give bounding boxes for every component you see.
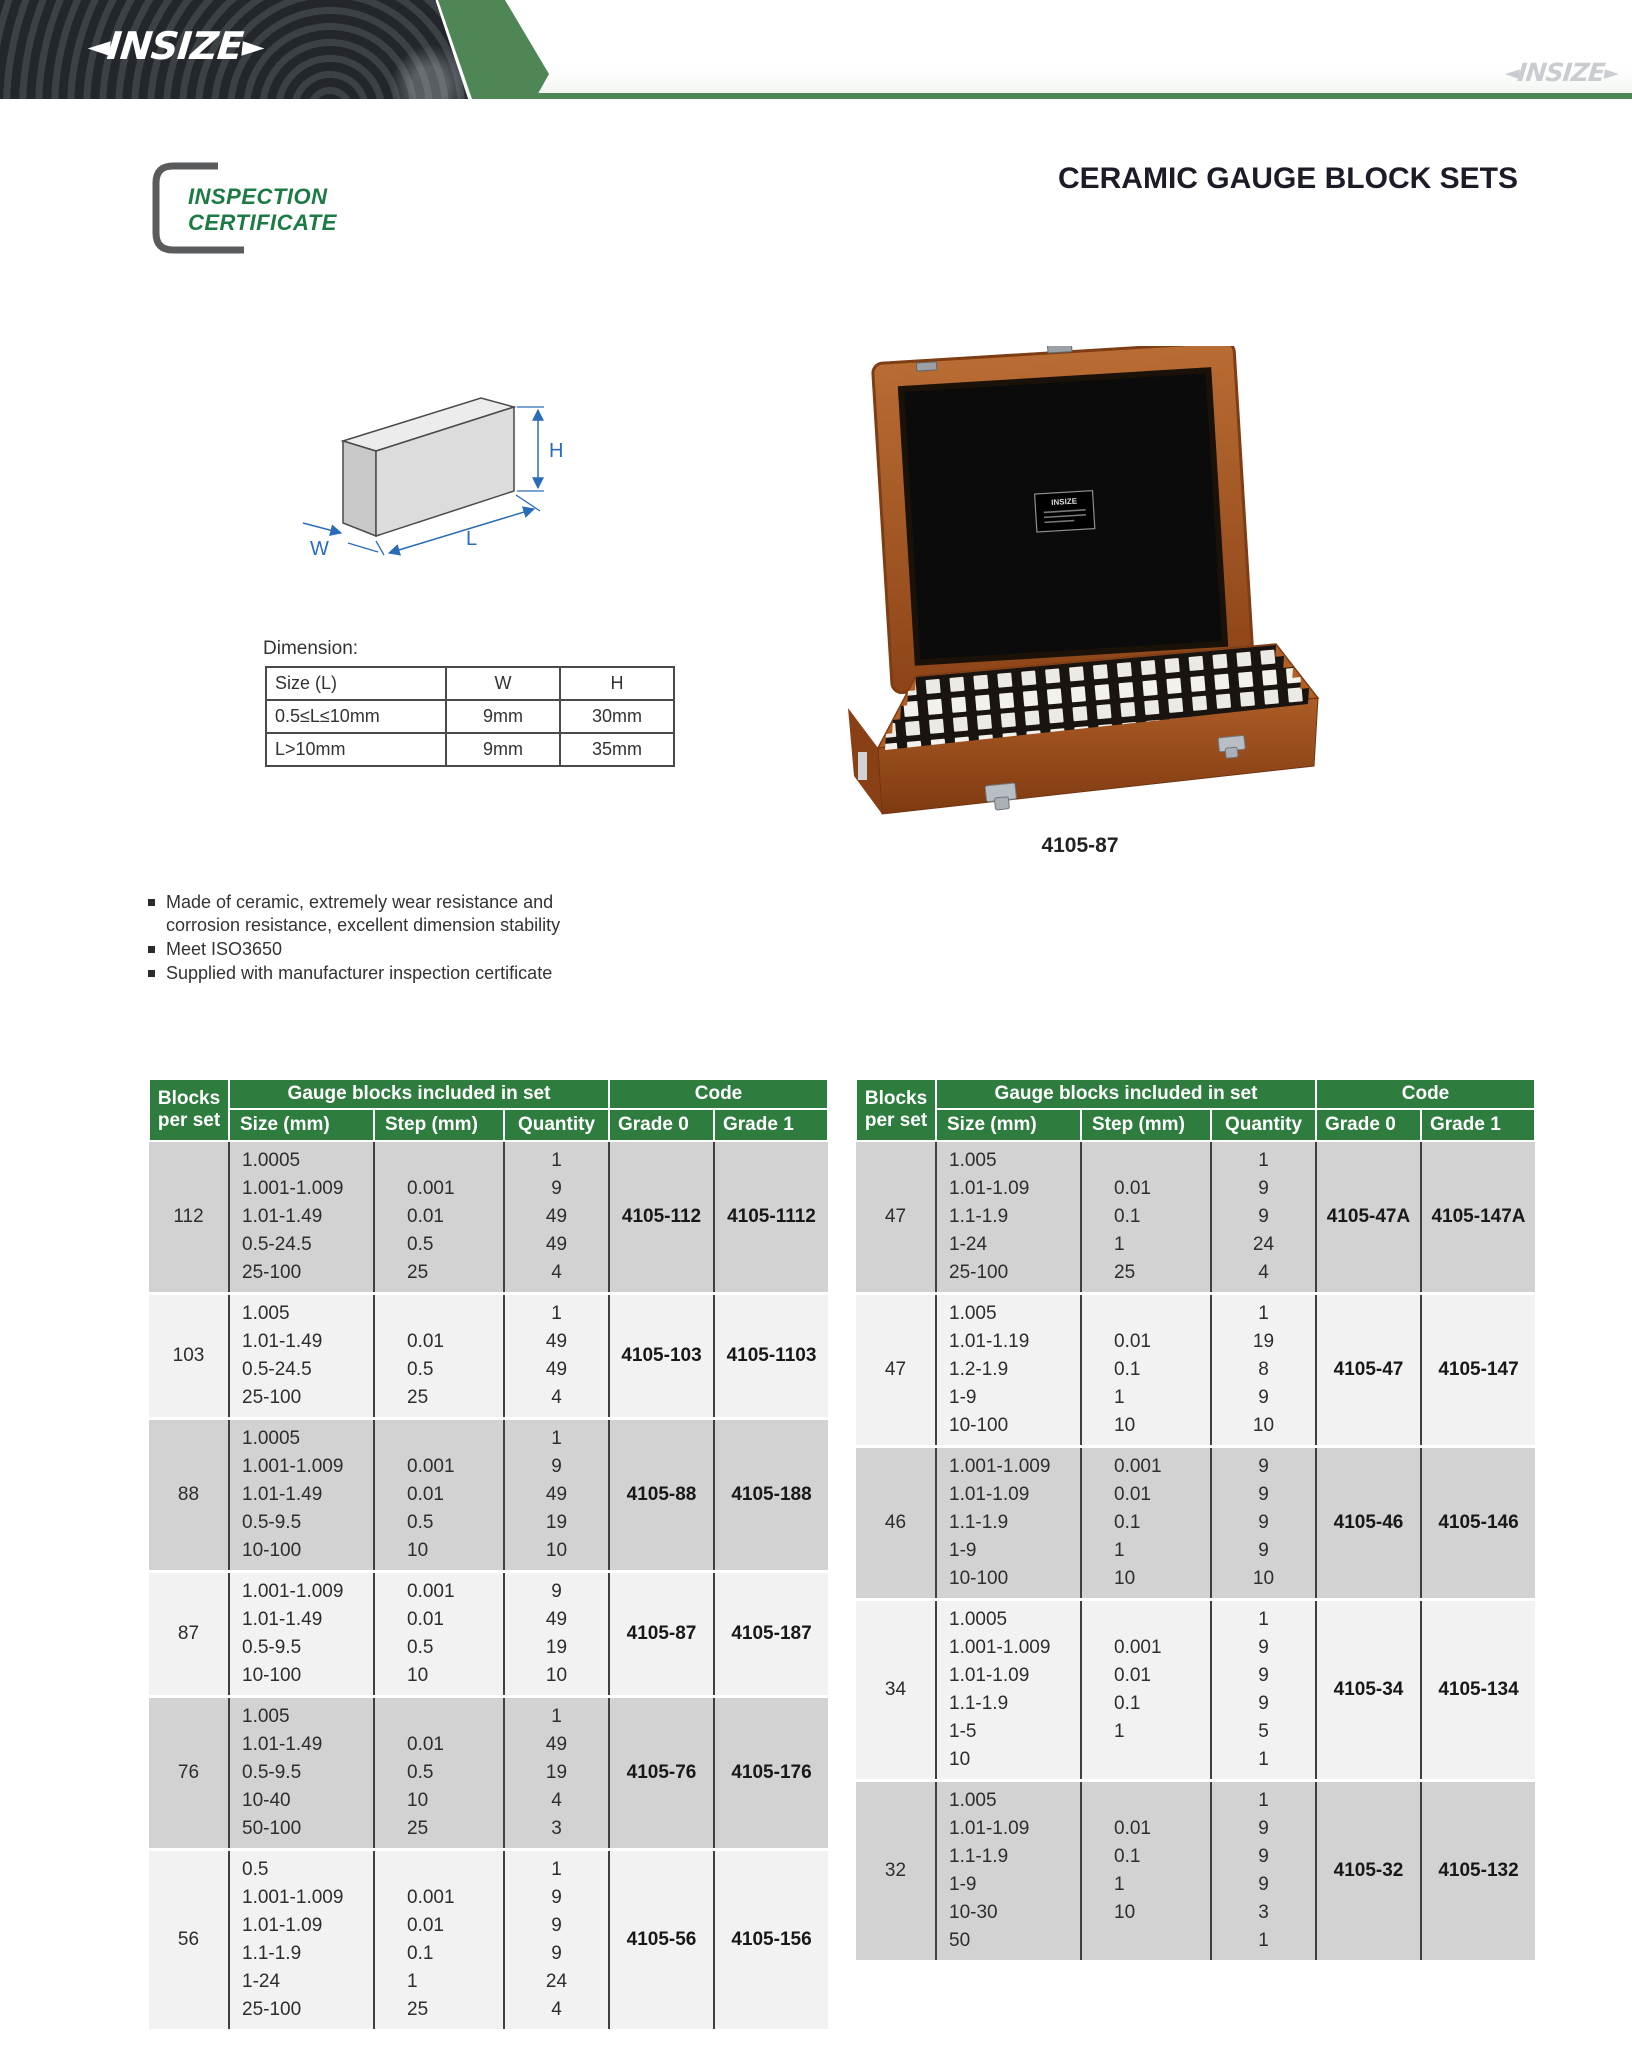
size-column-values: 1.001-1.009 1.01-1.09 1.1-1.9 1-9 10-100 — [936, 1447, 1081, 1600]
blocks-per-set-value: 112 — [149, 1141, 229, 1294]
dim-value: 9mm — [446, 700, 560, 733]
blocks-per-set-value: 47 — [856, 1294, 936, 1447]
quantity-column-values: 1 9 9 9 5 1 — [1211, 1600, 1316, 1781]
feature-list — [148, 891, 616, 986]
dimension-row — [266, 733, 674, 766]
grade1-code: 4105-187 — [714, 1572, 828, 1697]
feature-text: Meet ISO3650 — [166, 939, 283, 959]
gauge-sets-table-right — [855, 1078, 1536, 1963]
col-header-code: Code — [1316, 1079, 1535, 1109]
feature-item — [148, 891, 616, 937]
lid-label-text: INSIZE — [1050, 496, 1078, 508]
step-column-values: 0.001 0.01 0.1 1 25 — [374, 1850, 504, 2031]
bullet-square-icon — [148, 970, 155, 977]
col-header-quantity: Quantity — [1211, 1109, 1316, 1141]
badge-line1: INSPECTION — [188, 184, 328, 209]
logo-left-arrow-icon: ◄ — [86, 29, 110, 63]
size-column-values: 1.001-1.009 1.01-1.49 0.5-9.5 10-100 — [229, 1572, 374, 1697]
size-column-values: 1.0005 1.001-1.009 1.01-1.49 0.5-24.5 25-100 — [229, 1141, 374, 1294]
gauge-set-row — [856, 1447, 1535, 1600]
bullet-square-icon — [148, 899, 155, 906]
grade0-code: 4105-34 — [1316, 1600, 1421, 1781]
grade0-code: 4105-87 — [609, 1572, 714, 1697]
grade1-code: 4105-1103 — [714, 1294, 828, 1419]
col-header-blocks-per-set: Blocks per set — [149, 1079, 229, 1141]
dim-value: L>10mm — [266, 733, 446, 766]
step-column-values: 0.001 0.01 0.5 10 — [374, 1572, 504, 1697]
dim-value: 30mm — [560, 700, 674, 733]
col-header-step: Step (mm) — [374, 1109, 504, 1141]
size-column-values: 1.005 1.01-1.49 0.5-24.5 25-100 — [229, 1294, 374, 1419]
header-rule — [487, 93, 1632, 99]
quantity-column-values: 1 9 49 49 4 — [504, 1141, 609, 1294]
gauge-set-row — [149, 1572, 828, 1697]
dim-col-w: W — [446, 667, 560, 700]
page-title: CERAMIC GAUGE BLOCK SETS — [1057, 162, 1518, 195]
gauge-block-diagram — [248, 383, 613, 601]
grade0-code: 4105-88 — [609, 1419, 714, 1572]
gauge-sets-table-left — [148, 1078, 829, 2032]
step-column-values: 0.01 0.1 1 10 — [1081, 1781, 1211, 1962]
grade1-code: 4105-146 — [1421, 1447, 1535, 1600]
dim-value: 0.5≤L≤10mm — [266, 700, 446, 733]
size-column-values: 1.005 1.01-1.19 1.2-1.9 1-9 10-100 — [936, 1294, 1081, 1447]
dimension-table — [265, 666, 675, 767]
feature-item — [148, 962, 616, 985]
col-header-size: Size (mm) — [229, 1109, 374, 1141]
dim-value: 35mm — [560, 733, 674, 766]
grade1-code: 4105-147A — [1421, 1141, 1535, 1294]
quantity-column-values: 9 49 19 10 — [504, 1572, 609, 1697]
size-column-values: 1.0005 1.001-1.009 1.01-1.09 1.1-1.9 1-5 10 — [936, 1600, 1081, 1781]
quantity-column-values: 1 9 9 24 4 — [1211, 1141, 1316, 1294]
step-column-values: 0.001 0.01 0.1 1 10 — [1081, 1447, 1211, 1600]
col-header-size: Size (mm) — [936, 1109, 1081, 1141]
dimension-label-w: W — [310, 538, 329, 560]
step-column-values: 0.001 0.01 0.5 10 — [374, 1419, 504, 1572]
grade1-code: 4105-156 — [714, 1850, 828, 2031]
watermark-text: INSIZE — [1516, 58, 1606, 87]
dimension-label-l: L — [466, 528, 478, 550]
step-column-values: 0.01 0.1 1 25 — [1081, 1141, 1211, 1294]
dimension-header-row — [266, 667, 674, 700]
grade1-code: 4105-134 — [1421, 1600, 1535, 1781]
quantity-column-values: 1 9 9 9 3 1 — [1211, 1781, 1316, 1962]
blocks-per-set-value: 56 — [149, 1850, 229, 2031]
feature-item — [148, 938, 616, 961]
feature-text: Made of ceramic, extremely wear resistance and corrosion resistance, excellent dimension stability — [166, 892, 561, 935]
case-lid — [872, 346, 1254, 693]
size-column-values: 1.0005 1.001-1.009 1.01-1.49 0.5-9.5 10-100 — [229, 1419, 374, 1572]
grade0-code: 4105-32 — [1316, 1781, 1421, 1962]
col-header-included: Gauge blocks included in set — [229, 1079, 609, 1109]
product-photo — [820, 346, 1340, 832]
quantity-column-values: 1 9 49 19 10 — [504, 1419, 609, 1572]
grade0-code: 4105-47A — [1316, 1141, 1421, 1294]
blocks-per-set-value: 88 — [149, 1419, 229, 1572]
watermark-right-arrow-icon: ► — [1603, 62, 1619, 84]
gauge-set-row — [149, 1141, 828, 1294]
col-header-included: Gauge blocks included in set — [936, 1079, 1316, 1109]
feature-text: Supplied with manufacturer inspection certificate — [166, 963, 553, 983]
gauge-set-row — [149, 1697, 828, 1850]
grade0-code: 4105-112 — [609, 1141, 714, 1294]
grade1-code: 4105-1112 — [714, 1141, 828, 1294]
size-column-values: 1.005 1.01-1.09 1.1-1.9 1-9 10-30 50 — [936, 1781, 1081, 1962]
size-column-values: 0.5 1.001-1.009 1.01-1.09 1.1-1.9 1-24 25-100 — [229, 1850, 374, 2031]
dimension-row — [266, 700, 674, 733]
dim-col-h: H — [560, 667, 674, 700]
inspection-certificate-badge — [146, 156, 396, 262]
dimension-table-label: Dimension: — [263, 638, 359, 659]
grade1-code: 4105-147 — [1421, 1294, 1535, 1447]
badge-line2: CERTIFICATE — [188, 210, 337, 235]
gauge-set-row — [149, 1850, 828, 2031]
product-code-caption: 4105-87 — [1041, 834, 1119, 857]
col-header-grade1: Grade 1 — [1421, 1109, 1535, 1141]
step-column-values: 0.001 0.01 0.1 1 — [1081, 1600, 1211, 1781]
size-column-values: 1.005 1.01-1.09 1.1-1.9 1-24 25-100 — [936, 1141, 1081, 1294]
gauge-set-row — [856, 1781, 1535, 1962]
col-header-grade1: Grade 1 — [714, 1109, 828, 1141]
step-column-values: 0.001 0.01 0.5 25 — [374, 1141, 504, 1294]
dimension-label-h: H — [549, 440, 564, 462]
grade1-code: 4105-176 — [714, 1697, 828, 1850]
grade0-code: 4105-56 — [609, 1850, 714, 2031]
brand-logo-text: INSIZE — [105, 24, 245, 68]
blocks-per-set-value: 34 — [856, 1600, 936, 1781]
gauge-table-header — [149, 1079, 828, 1141]
col-header-step: Step (mm) — [1081, 1109, 1211, 1141]
logo-right-arrow-icon: ► — [240, 29, 264, 63]
blocks-per-set-value: 87 — [149, 1572, 229, 1697]
blocks-per-set-value: 103 — [149, 1294, 229, 1419]
brand-watermark — [1503, 58, 1618, 87]
blocks-per-set-value: 47 — [856, 1141, 936, 1294]
gauge-set-row — [149, 1419, 828, 1572]
watermark-left-arrow-icon: ◄ — [1503, 62, 1519, 84]
side-plate — [858, 752, 867, 780]
col-header-grade0: Grade 0 — [1316, 1109, 1421, 1141]
lid-hinge-plate — [1047, 346, 1072, 353]
col-header-quantity: Quantity — [504, 1109, 609, 1141]
quantity-column-values: 1 19 8 9 10 — [1211, 1294, 1316, 1447]
grade1-code: 4105-188 — [714, 1419, 828, 1572]
blocks-per-set-value: 76 — [149, 1697, 229, 1850]
gauge-set-row — [856, 1294, 1535, 1447]
quantity-column-values: 1 49 19 4 3 — [504, 1697, 609, 1850]
blocks-per-set-value: 32 — [856, 1781, 936, 1962]
col-header-code: Code — [609, 1079, 828, 1109]
grade0-code: 4105-103 — [609, 1294, 714, 1419]
step-column-values: 0.01 0.5 10 25 — [374, 1697, 504, 1850]
bullet-square-icon — [148, 946, 155, 953]
grade0-code: 4105-76 — [609, 1697, 714, 1850]
col-header-blocks-per-set: Blocks per set — [856, 1079, 936, 1141]
step-column-values: 0.01 0.5 25 — [374, 1294, 504, 1419]
col-header-grade0: Grade 0 — [609, 1109, 714, 1141]
front-clasp — [985, 783, 1017, 811]
gauge-set-row — [856, 1141, 1535, 1294]
quantity-column-values: 1 49 49 4 — [504, 1294, 609, 1419]
block-side-face — [343, 441, 376, 536]
grade1-code: 4105-132 — [1421, 1781, 1535, 1962]
gauge-table-header — [856, 1079, 1535, 1141]
green-chevron — [430, 0, 560, 99]
quantity-column-values: 9 9 9 9 10 — [1211, 1447, 1316, 1600]
step-column-values: 0.01 0.1 1 10 — [1081, 1294, 1211, 1447]
quantity-column-values: 1 9 9 9 24 4 — [504, 1850, 609, 2031]
blocks-per-set-value: 46 — [856, 1447, 936, 1600]
grade0-code: 4105-47 — [1316, 1294, 1421, 1447]
dim-col-size: Size (L) — [266, 667, 446, 700]
brand-logo — [86, 24, 264, 68]
dim-value: 9mm — [446, 733, 560, 766]
size-column-values: 1.005 1.01-1.49 0.5-9.5 10-40 50-100 — [229, 1697, 374, 1850]
gauge-set-row — [149, 1294, 828, 1419]
grade0-code: 4105-46 — [1316, 1447, 1421, 1600]
gauge-set-row — [856, 1600, 1535, 1781]
lid-label — [1035, 491, 1095, 532]
